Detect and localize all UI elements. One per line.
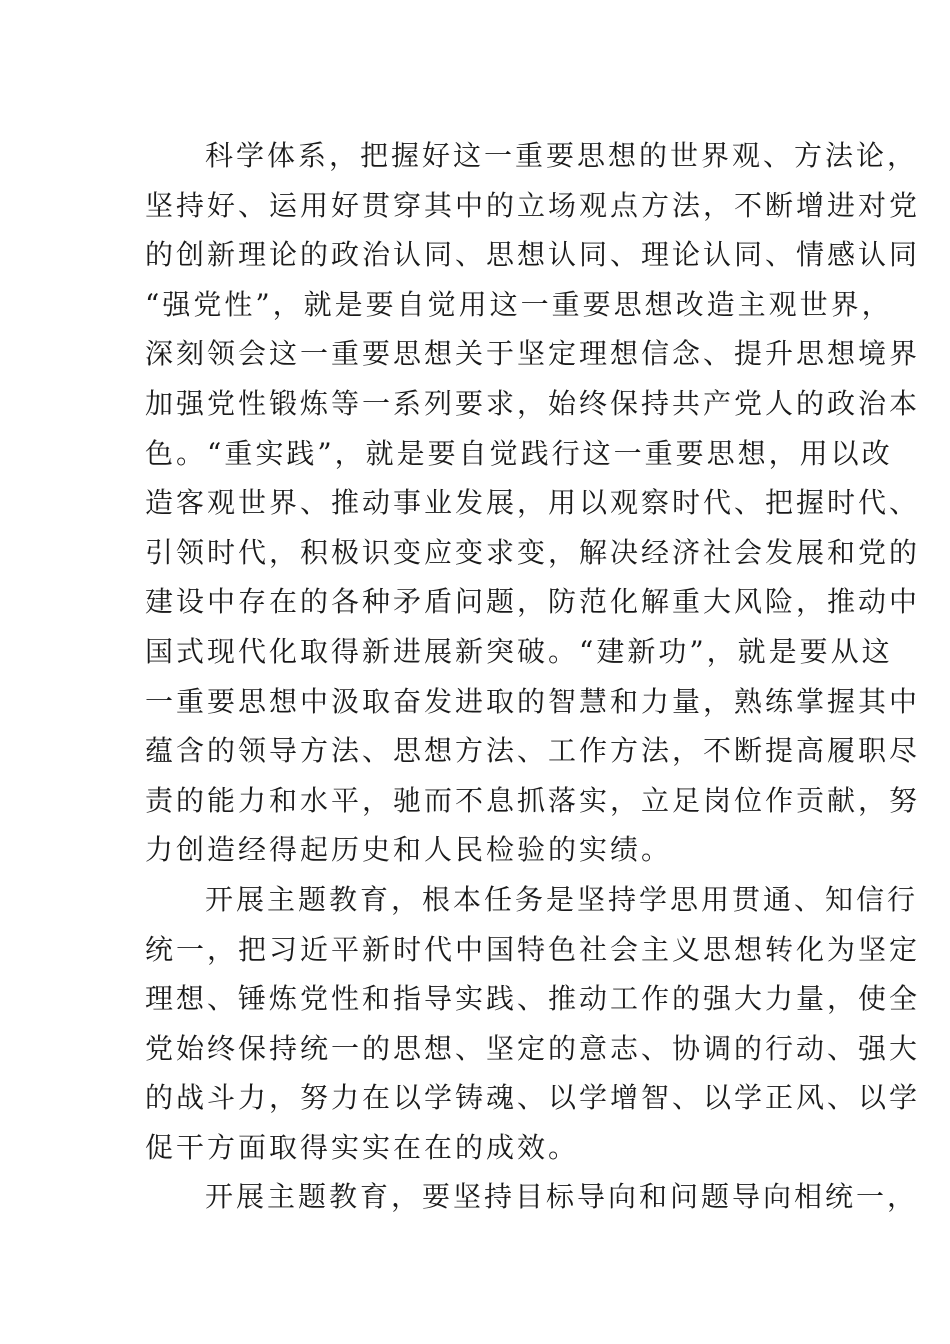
text-line: 科学体系，把握好这一重要思想的世界观、方法论， — [205, 139, 919, 172]
text-line: 开展主题教育，根本任务是坚持学思用贯通、知信行 — [205, 882, 919, 916]
text-line: 力创造经得起历史和人民检验的实绩。 — [145, 833, 673, 867]
text-line: 促干方面取得实实在在的成效。 — [145, 1130, 580, 1164]
text-line: 开展主题教育，要坚持目标导向和问题导向相统一， — [205, 1180, 919, 1214]
text-line: 统一，把习近平新时代中国特色社会主义思想转化为坚定 — [145, 932, 921, 966]
text-line: 色。“重实践”，就是要自觉践行这一重要思想，用以改 — [145, 436, 893, 470]
text-line: 蕴含的领导方法、思想方法、工作方法，不断提高履职尽 — [145, 734, 921, 768]
body-text — [145, 131, 921, 1222]
text-line: “强党性”，就是要自觉用这一重要思想改造主观世界， — [145, 287, 893, 321]
text-line: 国式现代化取得新进展新突破。“建新功”，就是要从这 — [145, 634, 893, 668]
text-line: 党始终保持统一的思想、坚定的意志、协调的行动、强大 — [145, 1031, 921, 1065]
text-line: 加强党性锻炼等一系列要求，始终保持共产党人的政治本 — [145, 386, 921, 420]
text-line: 责的能力和水平，驰而不息抓落实，立足岗位作贡献，努 — [145, 783, 921, 817]
text-line: 一重要思想中汲取奋发进取的智慧和力量，熟练掌握其中 — [145, 684, 921, 718]
text-line: 造客观世界、推动事业发展，用以观察时代、把握时代、 — [145, 486, 921, 520]
text-line: 建设中存在的各种矛盾问题，防范化解重大风险，推动中 — [145, 585, 921, 619]
text-line: 深刻领会这一重要思想关于坚定理想信念、提升思想境界 — [145, 337, 921, 371]
text-line: 的战斗力，努力在以学铸魂、以学增智、以学正风、以学 — [145, 1081, 921, 1115]
text-line: 的创新理论的政治认同、思想认同、理论认同、情感认同 — [145, 238, 921, 272]
text-line: 坚持好、运用好贯穿其中的立场观点方法，不断增进对党 — [145, 188, 921, 222]
text-line: 理想、锤炼党性和指导实践、推动工作的强大力量，使全 — [145, 982, 921, 1016]
text-line: 引领时代，积极识变应变求变，解决经济社会发展和党的 — [145, 535, 921, 569]
